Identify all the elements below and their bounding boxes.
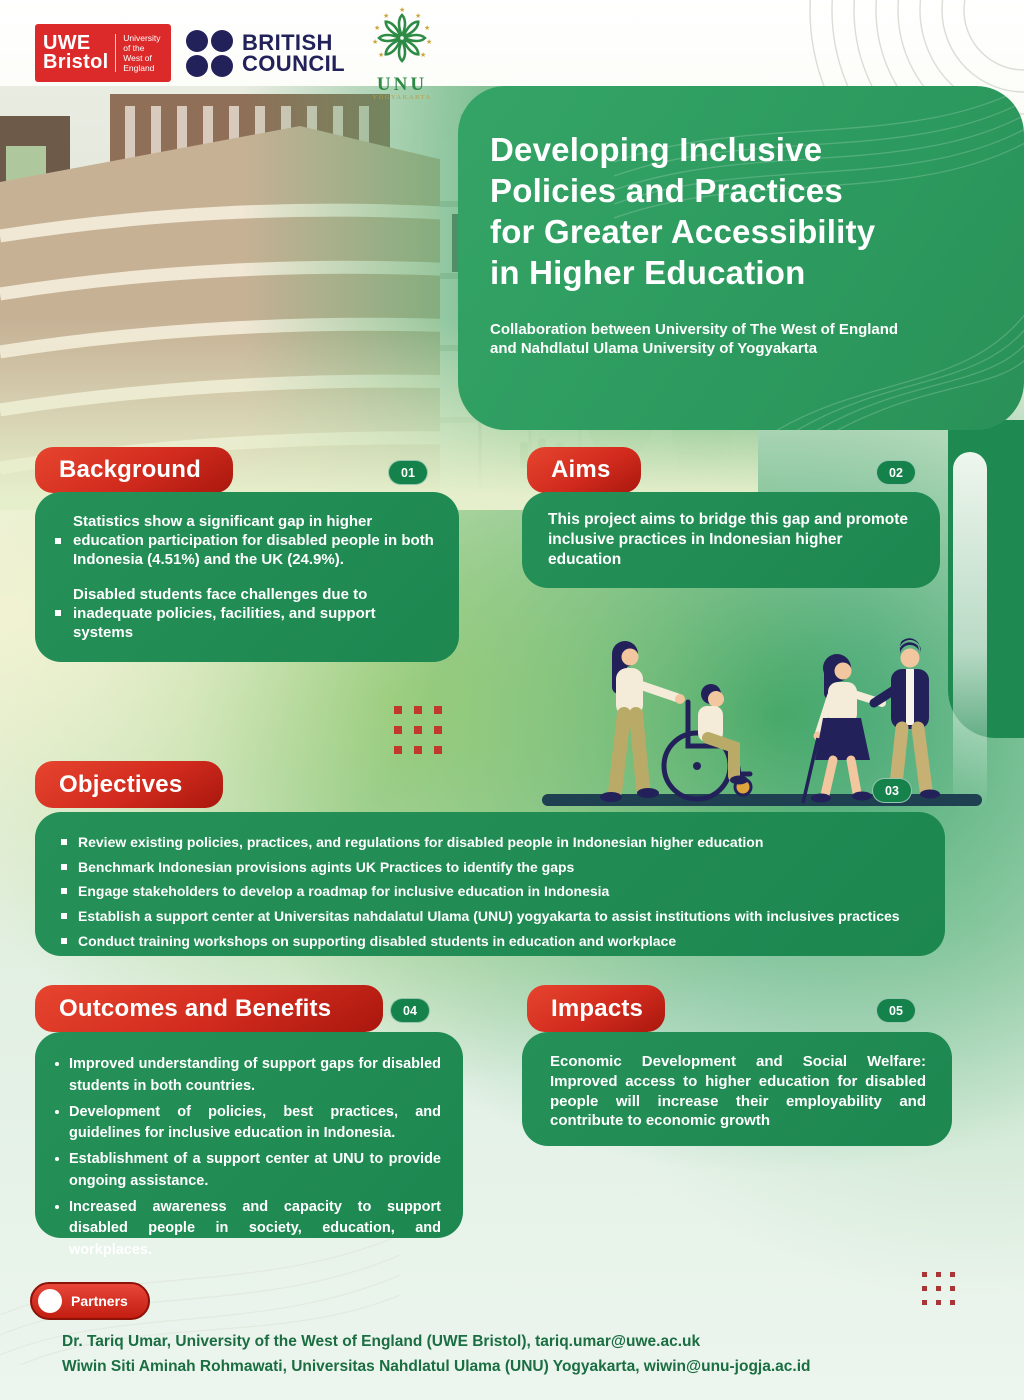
unu-emblem-icon bbox=[370, 6, 434, 70]
bullet-item: Conduct training workshops on supporting disabled students in education and workplace bbox=[61, 932, 919, 950]
svg-text:★: ★ bbox=[426, 38, 433, 46]
unu-yogyakarta-logo bbox=[350, 6, 454, 101]
dots-grid-decoration bbox=[394, 706, 442, 754]
bullet-square-icon bbox=[55, 610, 61, 616]
bullet-dot-icon bbox=[55, 1205, 59, 1209]
unu-city: YOGYAKARTA bbox=[372, 94, 432, 101]
bullet-item: Benchmark Indonesian provisions agints UK Practices to identify the gaps bbox=[61, 858, 919, 876]
bullet-square-icon bbox=[55, 538, 61, 544]
svg-text:★: ★ bbox=[383, 12, 390, 20]
bullet-dot-icon bbox=[55, 1110, 59, 1114]
bullet-square-icon bbox=[61, 864, 67, 870]
unu-acronym: UNU bbox=[376, 74, 428, 95]
bullet-square-icon bbox=[61, 913, 67, 919]
bullet-item: Development of policies, best practices, and guidelines for inclusive education in Indonesia. bbox=[55, 1102, 441, 1146]
hero-title-card bbox=[458, 86, 1024, 430]
svg-text:★: ★ bbox=[372, 38, 379, 46]
section-number-badge: 01 bbox=[388, 460, 428, 485]
aims-card: This project aims to bridge this gap and promote inclusive practices in Indonesian higher education bbox=[522, 492, 940, 588]
svg-text:★: ★ bbox=[378, 51, 385, 59]
page-title-line: Policies and Practices bbox=[490, 171, 843, 209]
bullet-item: Review existing policies, practices, and regulations for disabled people in Indonesian higher education bbox=[61, 833, 919, 851]
background-card bbox=[35, 492, 459, 662]
objectives-card bbox=[35, 812, 945, 956]
bullet-item: Disabled students face challenges due to inadequate policies, facilities, and support systems bbox=[55, 585, 437, 643]
section-number-badge: 02 bbox=[876, 460, 916, 485]
page-title-line: for Greater Accessibility bbox=[490, 212, 876, 250]
section-header-outcomes: Outcomes and Benefits bbox=[35, 985, 383, 1032]
dots-grid-decoration bbox=[922, 1272, 955, 1305]
inclusive-people-illustration bbox=[536, 606, 990, 814]
section-number-badge: 04 bbox=[390, 998, 430, 1023]
page-subtitle: Collaboration between University of The West of England and Nahdlatul Ulama University of Yogyakarta bbox=[490, 320, 899, 358]
svg-text:★: ★ bbox=[420, 51, 427, 59]
svg-text:★: ★ bbox=[424, 24, 431, 32]
bullet-square-icon bbox=[61, 938, 67, 944]
british-council-dots-icon bbox=[186, 30, 233, 77]
british-council-logo bbox=[186, 30, 345, 77]
british-council-name: BRITISH COUNCIL bbox=[242, 29, 346, 76]
partners-circle-icon bbox=[38, 1289, 62, 1313]
bullet-item: Engage stakeholders to develop a roadmap for inclusive education in Indonesia bbox=[61, 882, 919, 900]
section-header-background: Background bbox=[35, 447, 233, 493]
bullet-square-icon bbox=[61, 839, 67, 845]
bullet-item: Statistics show a significant gap in higher education participation for disabled people in both Indonesia (4.51%) and the UK (24.9%). bbox=[55, 512, 437, 570]
section-number-badge: 03 bbox=[872, 778, 912, 803]
bullet-dot-icon bbox=[55, 1157, 59, 1161]
uwe-logo-divider bbox=[115, 34, 116, 72]
bullet-dot-icon bbox=[55, 1062, 59, 1066]
bullet-item: Establishment of a support center at UNU to provide ongoing assistance. bbox=[55, 1149, 441, 1193]
contact-line: Dr. Tariq Umar, University of the West of England (UWE Bristol), tariq.umar@uwe.ac.uk bbox=[62, 1333, 701, 1350]
partners-pill bbox=[30, 1282, 150, 1320]
bullet-item: Establish a support center at Universitas nahdalatul Ulama (UNU) yogyakarta to assist institutions with inclusives practices bbox=[61, 907, 919, 925]
page-title-line: in Higher Education bbox=[490, 253, 806, 291]
partners-label: Partners bbox=[71, 1293, 128, 1309]
section-header-impacts: Impacts bbox=[527, 985, 665, 1032]
partner-contacts bbox=[62, 1330, 942, 1380]
bullet-item: Increased awareness and capacity to support disabled people in society, education, and workplaces. bbox=[55, 1197, 441, 1262]
section-header-objectives: Objectives bbox=[35, 761, 223, 808]
bullet-square-icon bbox=[61, 888, 67, 894]
section-header-aims: Aims bbox=[527, 447, 641, 493]
section-number-badge: 05 bbox=[876, 998, 916, 1023]
uwe-logo-name: UWE Bristol bbox=[43, 32, 109, 73]
outcomes-card bbox=[35, 1032, 463, 1258]
uwe-logo-tagline: University of the West of England bbox=[123, 32, 161, 74]
contact-line: Wiwin Siti Aminah Rohmawati, Universitas Nahdlatul Ulama (UNU) Yogyakarta, wiwin@unu-jogja.ac.id bbox=[62, 1357, 811, 1375]
svg-text:★: ★ bbox=[399, 6, 406, 14]
bullet-item: Improved understanding of support gaps for disabled students in both countries. bbox=[55, 1054, 441, 1098]
svg-text:★: ★ bbox=[415, 12, 422, 20]
svg-text:★: ★ bbox=[374, 24, 381, 32]
uwe-bristol-logo bbox=[35, 24, 171, 82]
impacts-card: Economic Development and Social Welfare: Improved access to higher education for disabled people will increase their employability and contribute to economic growth bbox=[522, 1032, 952, 1146]
page-title-line: Developing Inclusive bbox=[490, 131, 823, 168]
